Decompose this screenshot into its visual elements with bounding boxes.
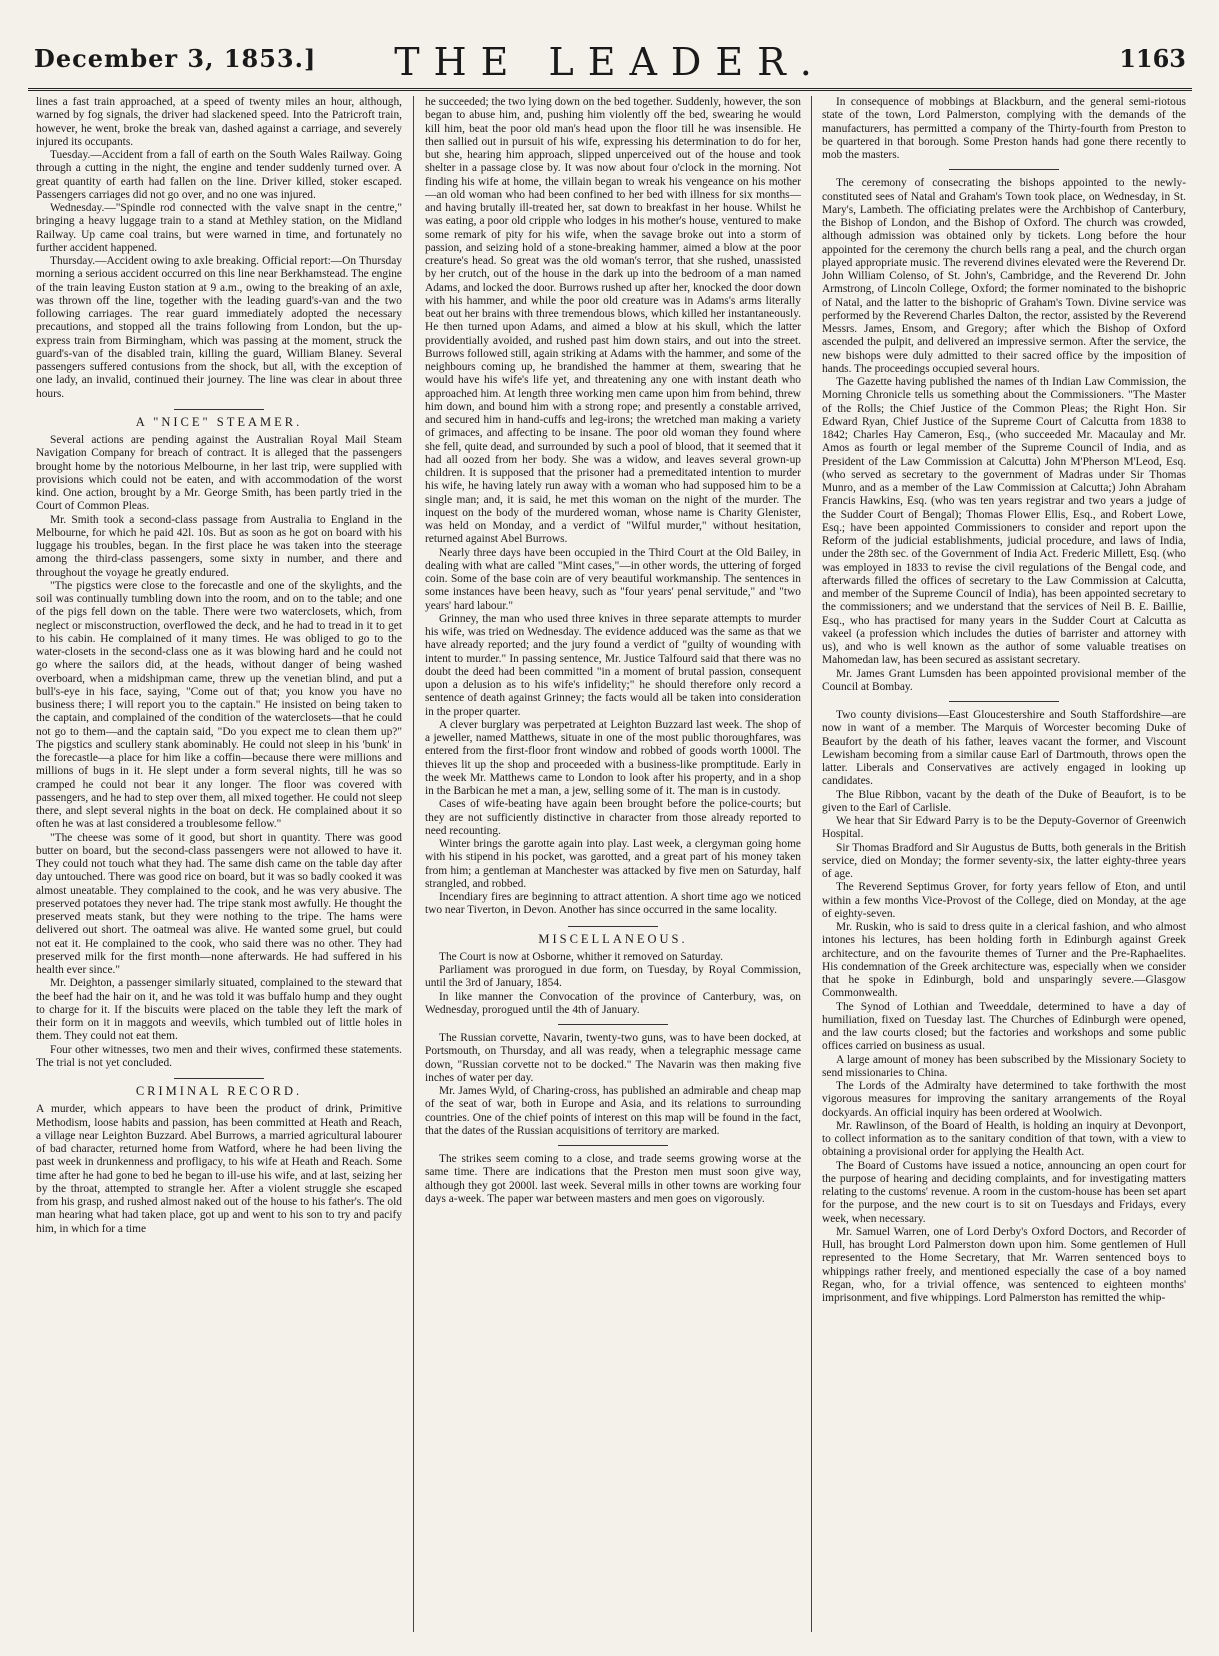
paragraph: The ceremony of consecrating the bishops appointed to the newly-constituted sees of Natal and Graham's Town took place, on Wednesday, in St. Mary's, Lambeth. The officiating prelates were the Archbishop of Canterbury, the Bishop of London, and the Bishop of Oxford. The church was crowded, although admission was obtained only by tickets. Long before the hour appointed for the ceremony the church bells rang a peal, and the church organ played appropriate music. The reverend divines elevated were the Reverend Dr. John William Colenso, of St. John's, Cambridge, and the Reverend Dr. John Armstrong, of Lincoln College, Oxford; the former nominated to the bishopric of Natal, and the latter to the bishopric of Graham's Town. Divine service was performed by the Reverend Charles Dalton, the rector, assisted by the Reverend Messrs. James, Ensom, and Gregory; after which the Bishop of Oxford ascended the pulpit, and delivered an impressive sermon. After the service, the new bishops were duly admitted to their sacred office by the imposition of hands. The proceedings occupied several hours. — [822, 177, 1186, 375]
separator — [949, 701, 1059, 702]
paragraph: A large amount of money has been subscribed by the Missionary Society to send missionaries to China. — [822, 1053, 1186, 1079]
paragraph: The strikes seem coming to a close, and trade seems growing worse at the same time. There are indications that the Preston men must soon give way, although they got 2000l. last week. Several mills in other towns are working four days a-week. The paper war between masters and men goes on vigorously. — [425, 1153, 801, 1205]
paragraph: Mr. Rawlinson, of the Board of Health, is holding an inquiry at Devonport, to collect information as to the sanitary condition of that town, with a view to obtaining a provisional order for applying the Health Act. — [822, 1119, 1186, 1159]
paragraph: The Gazette having published the names of th Indian Law Commission, the Morning Chronicle tells us something about the Commissioners. "The Master of the Rolls; the Chief Justice of the Common Pleas; the Right Hon. Sir Edward Ryan, Chief Justice of the Supreme Court of Calcutta from 1838 to 1842; Charles Hay Cameron, Esq., (who succeeded Mr. Macaulay and Mr. Amos as fourth or legal member of the Supreme Council of India, and as President of the Law Commission at Calcutta) John M'Pherson M'Leod, Esq. (who served as secretary to the government of Madras under Sir Thomas Munro, and as a member of the Law Commission at Calcutta;) John Abraham Francis Hawkins, Esq. (who was ten years registrar and two years a judge of the Sudder Court of Bengal); Thomas Flower Ellis, Esq., and Robert Lowe, Esq.; have been appointed Commissioners to consider and report upon the Reform of the judicial establishments, judicial procedure, and laws of India, under the 28th sec. of the Government of India Act. Frederic Millett, Esq. (who was employed in 1833 to revise the civil regulations of the Bengal code, and afterwards filled the offices of secretary to the Law Commission at Calcutta, and member of the Supreme Council of India), has been appointed secretary to the commissioners; and we understand that the services of Neil B. E. Baillie, Esq., who has practised for many years in the Sudder Court at Calcutta as vakeel (a profession which includes the duties of barrister and attorney with us), and who is well known as the author of some valuable treatises on Mahomedan law, has been secured as assistant secretary. — [822, 376, 1186, 667]
paragraph: "The cheese was some of it good, but short in quantity. There was good butter on board, but the second-class passengers were not allowed to have it. They could not touch what they had. The same dish came on the table day after day untouched. There was good rice on board, but it was so badly cooked it was almost uneatable. They complained to the cook, and he was very abusive. The preserved potatoes they never had. The tripe stank most awfully. He thought the preserved meats stank, but they were nothing to the tripe. The hams were delivered out short. The oatmeal was alive. He wanted some gruel, but could not eat it. He complained to the cook, who said there was no other. They had preserved milk for the first month—none afterwards. He had suffered in his health ever since." — [36, 831, 402, 976]
separator — [558, 1145, 668, 1146]
paragraph: Two county divisions—East Gloucestershire and South Staffordshire—are now in want of a member. The Marquis of Worcester becoming Duke of Beaufort by the death of his father, leaves vacant the former, and Viscount Lewisham becoming from a similar cause Earl of Dartmouth, throws open the latter. Liberals and Conservatives are actively engaged in looking up candidates. — [822, 709, 1186, 788]
paragraph: The Synod of Lothian and Tweeddale, determined to have a day of humiliation, fixed on Tuesday last. The Churches of Edinburgh were opened, and the law courts closed; but the factories and workshops and some public offices carried on business as usual. — [822, 1000, 1186, 1053]
paragraph: Mr. James Wyld, of Charing-cross, has published an admirable and cheap map of the seat of war, both in Europe and Asia, and its relations to surrounding countries. One of the chief points of interest on this map will be found in the fact, that the dates of the Russian acquisitions of territory are marked. — [425, 1085, 801, 1137]
separator — [949, 169, 1059, 170]
column-3 — [822, 96, 1186, 1634]
paragraph: A clever burglary was perpetrated at Leighton Buzzard last week. The shop of a jeweller, named Matthews, situate in one of the most public thoroughfares, was entered from the first-floor front window and robbed of goods worth 1000l. The thieves lit up the shop and proceeded with a business-like promptitude. Early in the week Mr. Matthews came to London to look after his property, and in a shop in the Barbican he met a man, a jew, selling some of it. The man is in custody. — [425, 718, 801, 797]
paragraph: The Russian corvette, Navarin, twenty-two guns, was to have been docked, at Portsmouth, on Thursday, and all was ready, when a telegraphic message came down, "Russian corvette not to be docked." The Navarin was then making five inches of water per day. — [425, 1032, 801, 1084]
paragraph: Several actions are pending against the Australian Royal Mail Steam Navigation Company for breach of contract. It is alleged that the passengers brought home by the notorious Melbourne, in her last trip, were supplied with provisions which could not be eaten, and with accommodation of the worst kind. One action, brought by a Mr. George Smith, has been partly tried in the Court of Common Pleas. — [36, 434, 402, 513]
paragraph: Wednesday.—"Spindle rod connected with the valve snapt in the centre," bringing a heavy luggage train to a stand at Methley station, on the Midland Railway. Up came coal trains, but were warned in time, and fortunately no further accident happened. — [36, 202, 402, 254]
paragraph: "The pigstics were close to the forecastle and one of the skylights, and the soil was continually tumbling down into the room, and on to the table; and one of the pigs fell down on the table. There were two waterclosets, which, from neglect or misconstruction, overflowed the deck, and he had to tread in it to get to his cabin. He complained of it many times. He was obliged to go to the water-closets in the second-class one as it was blowing hard and he could not go where the sailors did, at the heads, without danger of being washed overboard, when a midshipman came, threw up the venetian blind, and put a bull's-eye in his face, saying, "Come out of that; you know you have no business there; I will report you to the captain." He insisted on being taken to the captain, and complained of the condition of the waterclosets—that he could not go to them—and the captain said, "Do you expect me to clean them up?" The pigstics and scullery stank abominably. He could not sleep in his 'bunk' in the forecastle—a place for him like a coffin—because there were millions and millions of bugs in it. He slept under a form several nights, till he was so cramped he could not bear it any longer. The floor was covered with passengers, and he had to step over them, all mixed together. He could not sleep there, and slept several nights in the boat on deck. He complained about it so often he was at last considered a troublesome fellow." — [36, 579, 402, 831]
paragraph: Mr. James Grant Lumsden has been appointed provisional member of the Council at Bombay. — [822, 667, 1186, 693]
section-heading-miscellaneous: MISCELLANEOUS. — [425, 926, 801, 946]
paragraph: Four other witnesses, two men and their wives, confirmed these statements. The trial is not yet concluded. — [36, 1043, 402, 1069]
section-heading-criminal-record: CRIMINAL RECORD. — [36, 1078, 402, 1098]
paragraph: he succeeded; the two lying down on the bed together. Suddenly, however, the son began to abuse him, and, pushing him violently off the bed, swearing he would kill him, beat the poor old man's head upon the floor till he was insensible. He then sallied out in pursuit of his wife, expressing his determination to do for her, but she, hearing him approach, slipped unperceived out of the house and took shelter in a passage close by. It was now about four o'clock in the morning. Not finding his wife at home, the villain began to wreak his vengeance on his mother—an old woman who had been confined to her bed with illness for six months—and having brutally ill-treated her, sat down to breakfast in her house. Whilst he was eating, a poor old cripple who lodges in his mother's house, ventured to make some remark of pity for his wife, when the savage broke out into a storm of passion, and seizing hold of a stone-breaking hammer, aimed a blow at the poor creature's head. So great was the old woman's terror, that she rushed, unassisted by her crutch, out of the house in the dark up into the bedroom of a man named Adams, and locked the door. Burrows rushed up after her, knocked the door down with his hammer, and while the poor old creature was in Adams's arms literally beat out her brains with three tremendous blows, which killed her instantaneously. He then turned upon Adams, and aimed a blow at his skull, which the latter providentially avoided, and rushed past him down stairs, and out into the street. Burrows followed still, again striking at Adams with the hammer, and some of the neighbours coming up, he brandished the hammer at them, swearing that he would have his wife's life yet, and threatening any one with instant death who approached him. At length three working men came upon him from behind, threw him down, and bound him with a strong rope; and presently a constable arrived, and secured him in hand-cuffs and leg-irons; the wretched man making a variety of grimaces, and affecting to be insane. The poor old woman they found where she fell, quite dead, and surrounded by such a pool of blood, that it seemed that it had all oozed from her body. She was a widow, and leaves several grown-up children. It is supposed that the prisoner had a premeditated intention to murder his wife, he having lately run away with a woman who had supposed him to be a single man; and, it is said, he met this woman on the night of the murder. The inquest on the body of the murdered woman, whose name is Charity Glenister, was held on Monday, and a verdict of "Wilful murder," without hesitation, returned against Abel Burrows. — [425, 96, 801, 546]
paragraph: Parliament was prorogued in due form, on Tuesday, by Royal Commission, until the 3rd of January, 1854. — [425, 964, 801, 990]
paragraph: In consequence of mobbings at Blackburn, and the general semi-riotous state of the town, Lord Palmerston, complying with the demands of the manufacturers, has permitted a company of the Thirty-fourth from Preston to be quartered in that borough. Some Preston hands had gone there recently to mob the masters. — [822, 96, 1186, 161]
newspaper-title: THE LEADER. — [394, 40, 826, 84]
paragraph: The Blue Ribbon, vacant by the death of the Duke of Beaufort, is to be given to the Earl of Carlisle. — [822, 788, 1186, 814]
section-heading-steamer: A "NICE" STEAMER. — [36, 409, 402, 429]
column-1 — [36, 96, 402, 1634]
paragraph: The Board of Customs have issued a notice, announcing an open court for the purpose of hearing and deciding complaints, and for investigating matters relating to the customs' revenue. A room in the custom-house has been set apart for the purpose, and the new court is to sit on Tuesdays and Fridays, every week, when necessary. — [822, 1159, 1186, 1225]
paragraph: A murder, which appears to have been the product of drink, Primitive Methodism, loose habits and passion, has been committed at Heath and Reach, a village near Leighton Buzzard. Abel Burrows, a married agricultural labourer of bad character, returned home from Watford, where he had been living the past week in drunkenness and profligacy, to his wife at Heath and Reach. Some time after he had gone to bed he began to ill-use his wife, and at last, seizing her by the throat, attempted to strangle her. After a violent struggle she escaped from his grasp, and rushed almost naked out of the house to his father's. The old man hearing what had taken place, got up and went to his son to try and pacify him, in which for a time — [36, 1103, 402, 1235]
paragraph: Mr. Samuel Warren, one of Lord Derby's Oxford Doctors, and Recorder of Hull, has brought Lord Palmerston down upon him. Some gentlemen of Hull represented to the Home Secretary, that Mr. Warren sentenced boys to whippings rather freely, and mentioned especially the case of a boy named Regan, who, for a trivial offence, was sentenced to eighteen months' imprisonment, and five whippings. Lord Palmerston has remitted the whip- — [822, 1225, 1186, 1304]
paragraph: Nearly three days have been occupied in the Third Court at the Old Bailey, in dealing with what are called "Mint cases,"—in other words, the uttering of forged coin. Some of the base coin are of very beautiful workmanship. The sentences in some instances have been heavy, such as "four years' penal servitude," and "two years' hard labour." — [425, 546, 801, 612]
paragraph: Mr. Ruskin, who is said to dress quite in a clerical fashion, and who almost intones his lectures, has been holding forth in Edinburgh against Greek architecture, and on the favourite themes of Turner and the Pre-Raphaelites. His condemnation of the Greek architecture was, especially when we consider that he spoke in Edinburgh, bold and unsparingly severe.—Glasgow Commonwealth. — [822, 921, 1186, 1000]
column-2 — [425, 96, 801, 1634]
paragraph: Mr. Deighton, a passenger similarly situated, complained to the steward that the beef had the hair on it, and he was told it was buffalo hump and they ought to charge for it. If the biscuits were placed on the table they left the mark of their form on it in maggots and weevils, which tumbled out of little holes in them. They could not eat them. — [36, 977, 402, 1043]
paragraph: lines a fast train approached, at a speed of twenty miles an hour, although, warned by fog signals, the driver had slackened speed. Into the Patricroft train, however, he went, broke the break van, dashed against a carriage, and severely injured its occupants. — [36, 96, 402, 148]
paragraph: The Court is now at Osborne, whither it removed on Saturday. — [439, 950, 723, 963]
paragraph: In like manner the Convocation of the province of Canterbury, was, on Wednesday, prorogued until the 4th of January. — [425, 990, 801, 1016]
column-divider — [413, 96, 414, 1632]
page-number: 1163 — [1119, 44, 1186, 73]
separator — [558, 1024, 668, 1025]
column-divider — [811, 96, 812, 1632]
paragraph: Mr. Smith took a second-class passage from Australia to England in the Melbourne, for which he paid 42l. 10s. But as soon as he got on board with his luggage his troubles, began. In the first place he was taken into the steerage among the third-class passengers, some sixty in number, and there and throughout the voyage he greatly endured. — [36, 513, 402, 579]
paragraph: We hear that Sir Edward Parry is to be the Deputy-Governor of Greenwich Hospital. — [822, 815, 1186, 841]
paragraph: The Lords of the Admiralty have determined to take forthwith the most vigorous measures for improving the sanitary arrangements of the Royal dockyards. An official inquiry has been ordered at Woolwich. — [822, 1080, 1186, 1119]
paragraph: Thursday.—Accident owing to axle breaking. Official report:—On Thursday morning a serious accident occurred on this line near Berkhamstead. The engine of the train leaving Euston station at 9 a.m., owing to the breaking of an axle, was thrown off the line, together with the leading guard's-van and the two following carriages. The rear guard immediately adopted the necessary precautions, and stopped all the trains following from London, but the up-express train from Birmingham, which was passing at the moment, struck the guard's-van of the disabled train, killing the guard, William Blaney. Several passengers suffered contusions from the shock, but all, with the exception of one lady, an invalid, continued their journey. The line was clear in about three hours. — [36, 255, 402, 400]
issue-date: December 3, 1853.] — [34, 44, 317, 73]
masthead — [28, 38, 1192, 91]
paragraph: Sir Thomas Bradford and Sir Augustus de Butts, both generals in the British service, died on Monday; the former seventy-six, the latter eighty-three years of age. — [822, 841, 1186, 880]
paragraph: The Reverend Septimus Grover, for forty years fellow of Eton, and until within a few months Vice-Provost of the College, died on Monday, at the age of eighty-seven. — [822, 881, 1186, 920]
paragraph: Incendiary fires are beginning to attract attention. A short time ago we noticed two near Tiverton, in Devon. Another has since occurred in the same locality. — [425, 891, 801, 917]
paragraph: Grinney, the man who used three knives in three separate attempts to murder his wife, was tried on Wednesday. The evidence adduced was the same as that we have already reported; and the jury found a verdict of "guilty of wounding with intent to murder." In passing sentence, Mr. Justice Talfourd said that there was no doubt the deed had been committed "in a moment of brutal passion, consequent upon a delusion as to his wife's infidelity;" he should therefore only record a sentence of death against Grinney; the facts would all be taken into consideration in the proper quarter. — [425, 612, 801, 718]
paragraph: Cases of wife-beating have again been brought before the police-courts; but they are not sufficiently distinctive in character from those already reported to need recounting. — [425, 798, 801, 837]
paragraph: Winter brings the garotte again into play. Last week, a clergyman going home with his stipend in his pocket, was garotted, and a great part of his money taken from him; a gentleman at Manchester was attacked by five men on Saturday, half strangled, and robbed. — [425, 838, 801, 890]
paragraph: Tuesday.—Accident from a fall of earth on the South Wales Railway. Going through a cutting in the night, the engine and tender suddenly turned over. A great quantity of earth had fallen on the line. Driver killed, stoker escaped. Passengers carriages did not go over, and no one was injured. — [36, 149, 402, 201]
